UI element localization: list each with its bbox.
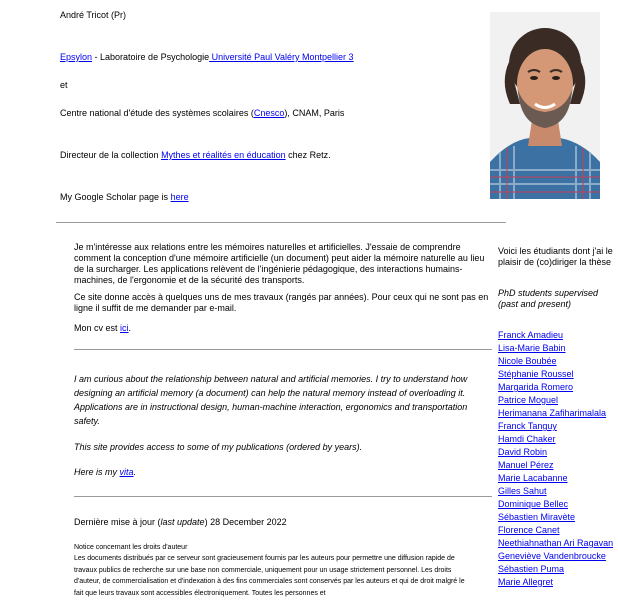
student-link[interactable]: David Robin (498, 447, 548, 457)
student-link[interactable]: Marie Allegret (498, 577, 554, 587)
student-link[interactable]: Margarida Romero (498, 382, 574, 392)
fr-paragraph-2: Ce site donne accès à quelques uns de mes travaux (rangés par années). Pour ceux qui ne sont pas en ligne il suffit de me demander par e-mail. (74, 292, 489, 313)
student-item (498, 329, 608, 342)
student-item (498, 342, 608, 355)
cnesco-pre: Centre national d'étude des systèmes scolaires ( (60, 108, 254, 118)
student-item (498, 498, 608, 511)
vita-pre: Here is my (74, 467, 120, 477)
cnesco-link[interactable]: Cnesco (253, 108, 285, 118)
cnesco-line (60, 108, 344, 119)
en-paragraph-2: This site provides access to some of my publications (ordered by years). (74, 442, 363, 452)
student-link[interactable]: Dominique Bellec (498, 499, 569, 509)
student-item (498, 563, 608, 576)
cnesco-post: ), CNAM, Paris (284, 108, 345, 118)
update-divider (74, 496, 492, 497)
et-text: et (60, 80, 68, 90)
cv-post: . (128, 323, 132, 333)
student-item (498, 576, 608, 589)
cv-line (74, 323, 492, 334)
university-link[interactable]: Université Paul Valéry Montpellier 3 (209, 52, 354, 62)
student-link[interactable]: Lisa-Marie Babin (498, 343, 566, 353)
student-item (498, 524, 608, 537)
author-name: André Tricot (Pr) (60, 10, 127, 20)
director-pre: Directeur de la collection (60, 150, 162, 160)
director-line (60, 150, 331, 161)
student-link[interactable]: Florence Canet (498, 525, 560, 535)
update-italic: last update (160, 517, 205, 527)
student-link[interactable]: Neethiahnathan Ari Ragavan (498, 538, 614, 548)
student-item (498, 446, 608, 459)
scholar-link[interactable]: here (170, 192, 189, 202)
vita-link[interactable]: vita (119, 467, 134, 477)
student-item (498, 394, 608, 407)
student-item (498, 511, 608, 524)
student-link[interactable]: Geneviève Vandenbroucke (498, 551, 606, 561)
collection-link[interactable]: Mythes et réalités en éducation (161, 150, 286, 160)
update-post: ) 28 December 2022 (204, 517, 287, 527)
student-item (498, 472, 608, 485)
en-paragraph-1: I am curious about the relationship between natural and artificial memories. I try to understand how designing an artificial memory (a document) can help the natural memory instead of overloading it. Applications are in instructional design, human-machine interaction, ergonomics and transportation safety. (74, 374, 468, 426)
student-item (498, 407, 608, 420)
student-link[interactable]: Sébastien Puma (498, 564, 565, 574)
fr-paragraph-1: Je m'intéresse aux relations entre les mémoires naturelles et artificielles. J'essaie de comprendre comment la conception d'une mémoire artificielle (un document) peut aider la mémoire naturelle au lieu de la surcharger. Les applications relèvent de l'ingénierie pédagogique, des interactions humains-machines, de l'ergonomie et de la sécurité des transports. (74, 242, 485, 285)
student-link[interactable]: Marie Lacabanne (498, 473, 568, 483)
student-item (498, 485, 608, 498)
student-item (498, 368, 608, 381)
student-link[interactable]: Franck Amadieu (498, 330, 564, 340)
copyright-notice-body: Les documents distribués par ce serveur sont gracieusement fournis par les auteurs pour permettre une diffusion rapide de travaux publics de recherche sur une base non commerciale, uniquement pour un usage strictement personnel. Les droits d'auteur, de commercialisation et d'indexation à des fins commerciales sont conservés par les auteurs et qui de droit malgré le fait que leurs travaux sont accessibles électroniquement. Toutes les personnes et (74, 555, 465, 597)
scholar-pre: My Google Scholar page is (60, 192, 171, 202)
cv-pre: Mon cv est (74, 323, 121, 333)
vita-post: . (133, 467, 137, 477)
student-link[interactable]: Nicole Boubée (498, 356, 557, 366)
students-intro-en: PhD students supervised (past and present) (498, 288, 599, 309)
student-item (498, 355, 608, 368)
student-link[interactable]: Herimanana Zafiharimalala (498, 408, 607, 418)
last-update (74, 517, 492, 528)
vita-line (74, 467, 492, 478)
update-pre: Dernière mise à jour ( (74, 517, 161, 527)
scholar-line (60, 192, 189, 203)
students-intro: Voici les étudiants dont j'ai le plaisir de (co)diriger la thèse (498, 246, 613, 267)
student-item (498, 381, 608, 394)
student-item (498, 537, 614, 550)
student-link[interactable]: Sébastien Miravète (498, 512, 576, 522)
cv-link[interactable]: ici (120, 323, 129, 333)
student-item (498, 420, 608, 433)
copyright-notice-title: Notice concernant les droits d'auteur (74, 544, 188, 551)
lab-text: - Laboratoire de Psychologie (92, 52, 210, 62)
student-link[interactable]: Patrice Moguel (498, 395, 559, 405)
student-link[interactable]: Gilles Sahut (498, 486, 547, 496)
student-item (498, 550, 608, 563)
student-item (498, 459, 608, 472)
fr-en-divider (74, 349, 492, 350)
student-link[interactable]: Manuel Pérez (498, 460, 554, 470)
student-link[interactable]: Franck Tanguy (498, 421, 557, 431)
affiliation-line (60, 52, 354, 63)
students-list (498, 329, 614, 589)
top-divider (56, 222, 506, 223)
director-post: chez Retz. (285, 150, 331, 160)
epsylon-link[interactable]: Epsylon (60, 52, 93, 62)
student-link[interactable]: Stéphanie Roussel (498, 369, 574, 379)
student-item (498, 433, 608, 446)
portrait-image (490, 12, 600, 199)
student-link[interactable]: Hamdi Chaker (498, 434, 556, 444)
author-photo (490, 12, 600, 199)
